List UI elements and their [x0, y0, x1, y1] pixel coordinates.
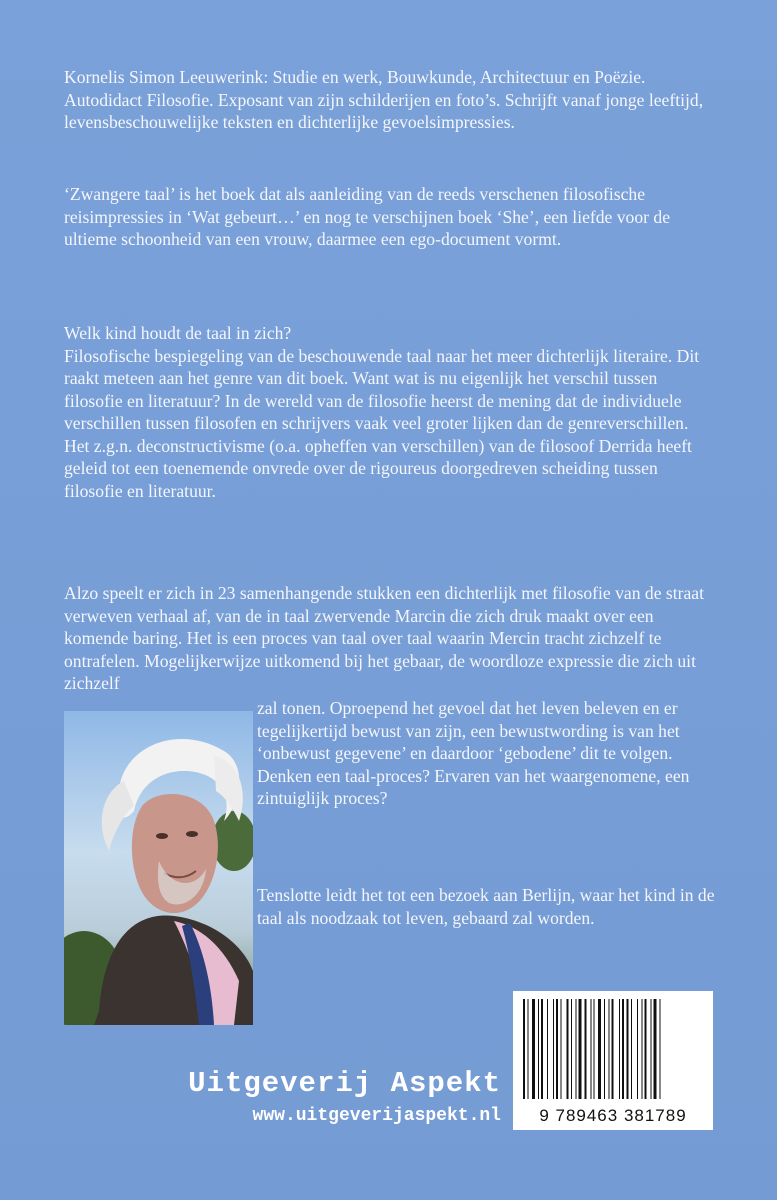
publisher-url[interactable]: www.uitgeverijaspekt.nl — [252, 1106, 501, 1126]
isbn-digits: 9 789463 381789 — [539, 1106, 687, 1125]
author-bio-text: Kornelis Simon Leeuwerink: Studie en werk, Bouwkunde, Architectuur en Poëzie. Autodidact Filosofie. Exposant van zijn schilderijen en foto’s. Schrijft vanaf jonge leeftijd, levensbeschouwelijke teksten en dichterlijke gevoelsimpressies. — [64, 67, 704, 132]
story-summary-bottom-text: zal tonen. Oproepend het gevoel dat het leven beleven en er tegelijkertijd bewust van zijn, een bewustwording is van het ‘onbewust gegevene’ en daardoor ‘gebodene’ dit te volgen. Denken een taal-proces? Ervaren van het waargenomene, een zintuiglijk proces? — [257, 698, 690, 808]
reflection-section — [64, 322, 714, 502]
story-summary-top — [64, 582, 714, 695]
story-ending — [257, 884, 727, 929]
author-portrait-image — [64, 711, 253, 1025]
author-bio — [64, 66, 714, 134]
story-ending-text: Tenslotte leidt het tot een bezoek aan Berlijn, waar het kind in de taal als noodzaak tot leven, gebaard zal worden. — [257, 885, 715, 928]
publisher-block — [136, 1068, 501, 1128]
reflection-text: Filosofische bespiegeling van de beschouwende taal naar het meer dichterlijk literaire. Dit raakt meteen aan het genre van dit boek. Want wat is nu eigenlijk het verschil tussen filosofie en literatuur? In de wereld van de filosofie heerst de mening dat de individuele verschillen tussen filosofen en schrijvers vaak veel groter lijken dan de genreverschillen. Het z.g.n. deconstructivisme (o.a. opheffen van verschillen) van de filosoof Derrida heeft geleid tot een toenemende onvrede over de rigoureus doorgedreven scheiding tussen filosofie en literatuur. — [64, 345, 700, 501]
book-intro-text: ‘Zwangere taal’ is het boek dat als aanleiding van de reeds verschenen filosofische reisimpressies in ‘Wat gebeurt…’ en nog te verschijnen boek ‘She’, een liefde voor de ultieme schoonheid van een vrouw, daarmee een ego-document vormt. — [64, 184, 671, 249]
story-summary-top-text: Alzo speelt er zich in 23 samenhangende stukken een dichterlijk met filosofie van de straat verweven verhaal af, van de in taal zwervende Marcin die zich druk maakt over een komende baring. Het is een proces van taal over taal waarin Mercin tracht zichzelf te ontrafelen. Mogelijkerwijze uitkomend bij het gebaar, de woordloze expressie die zich uit zichzelf — [64, 583, 704, 693]
book-intro — [64, 183, 714, 251]
story-summary-bottom — [257, 697, 727, 810]
question-line: Welk kind houdt de taal in zich? — [64, 323, 292, 343]
publisher-name: Uitgeverij Aspekt — [188, 1067, 501, 1100]
author-photo — [64, 711, 253, 1025]
isbn-barcode — [513, 991, 713, 1130]
barcode-bars — [521, 999, 705, 1099]
